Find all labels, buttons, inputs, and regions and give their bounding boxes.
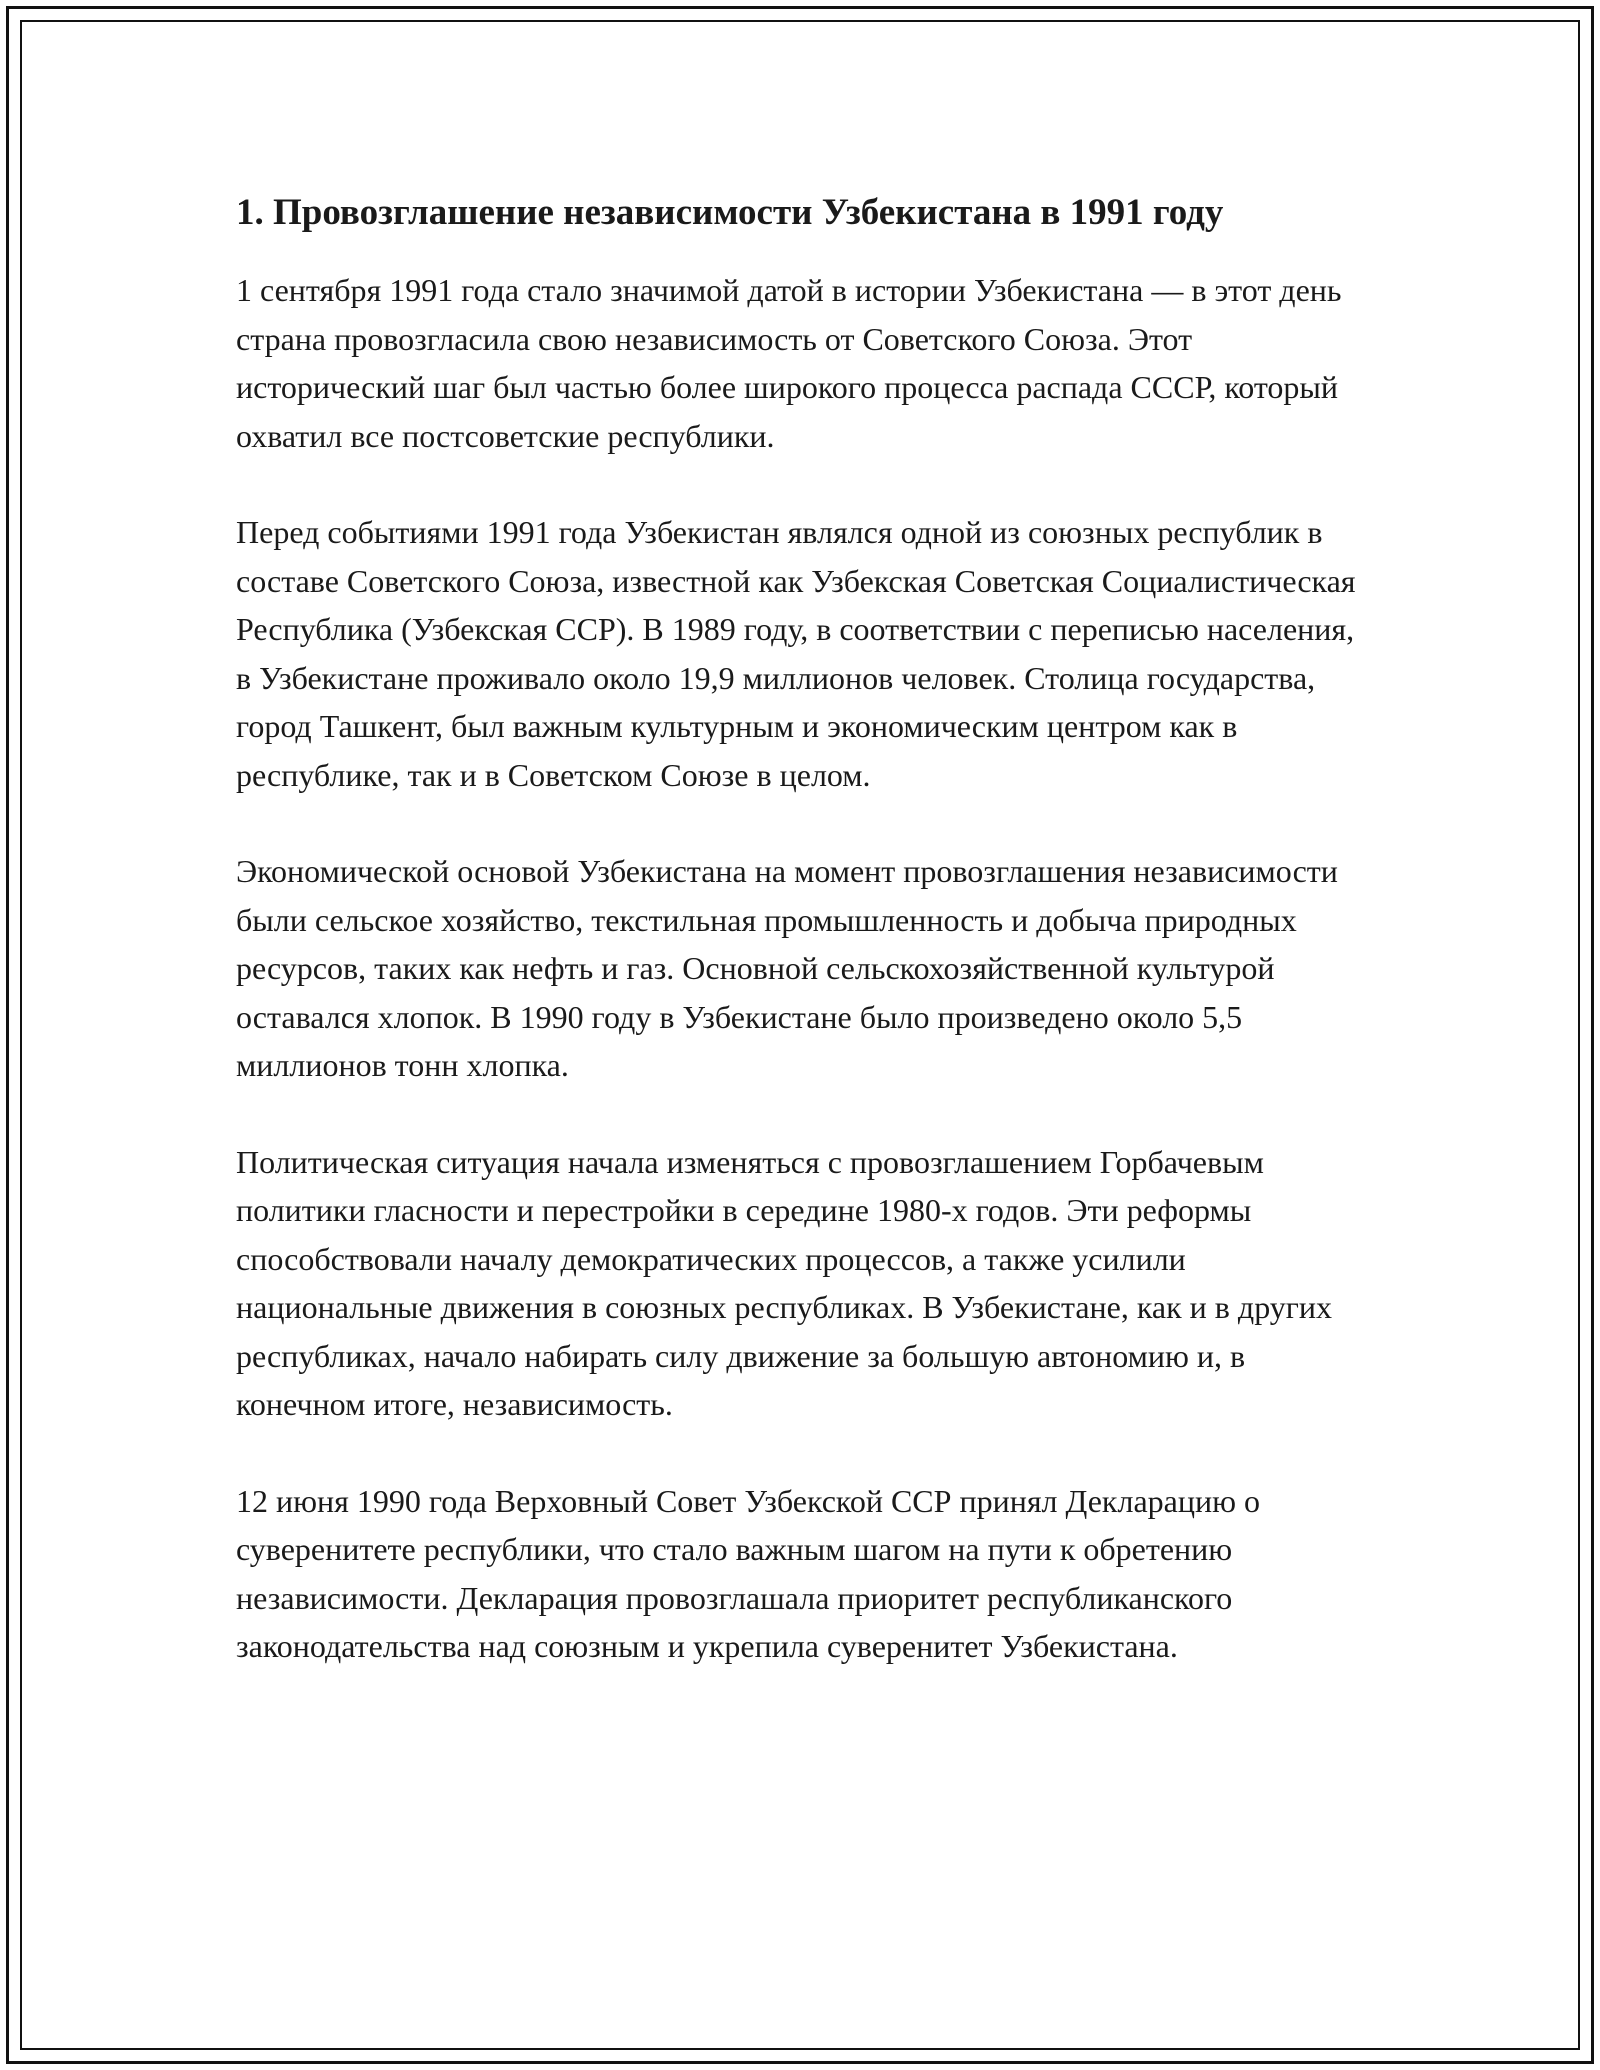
paragraph-sovereignty-declaration: 12 июня 1990 года Верховный Совет Узбекской ССР принял Декларацию о суверенитете республики, что стало важным шагом на пути к обретению независимости. Декларация провозглашала приоритет республиканского законодательства над союзным и укрепила суверенитет Узбекистана. — [236, 1482, 1260, 1664]
paragraph-before-1991: Перед событиями 1991 года Узбекистан являлся одной из союзных республик в составе Советского Союза, известной как Узбекская Советская Социалистическая Республика (Узбекская ССР). В 1989 году, в соответствии с переписью населения, в Узбекистане проживало около 19,9 миллионов человек. Столица государства, город Ташкент, был важным культурным и экономическим центром как в республике, так и в Советском Союзе в целом. — [236, 514, 1356, 793]
section-heading: 1. Провозглашение независимости Узбекистана в 1991 году — [236, 192, 1224, 233]
paragraph-politics: Политическая ситуация начала изменяться с провозглашением Горбачевым политики гласности и перестройки в середине 1980-х годов. Эти реформы способствовали началу демократических процессов, а также усилили национальные движения в союзных республиках. В Узбекистане, как и в других республиках, начало набирать силу движение за большую автономию и, в конечном итоге, независимость. — [236, 1143, 1333, 1422]
paragraph-independence-date: 1 сентября 1991 года стало значимой датой в истории Узбекистана — в этот день страна провозгласила свою независимость от Советского Союза. Этот исторический шаг был частью более широкого процесса распада СССР, который охватил все постсоветские республики. — [236, 272, 1342, 454]
paragraph-economy: Экономической основой Узбекистана на момент провозглашения независимости были сельское хозяйство, текстильная промышленность и добыча природных ресурсов, таких как нефть и газ. Основной сельскохозяйственной культурой оставался хлопок. В 1990 году в Узбекистане было произведено около 5,5 миллионов тонн хлопка. — [236, 853, 1338, 1083]
document-body — [236, 186, 1366, 1719]
